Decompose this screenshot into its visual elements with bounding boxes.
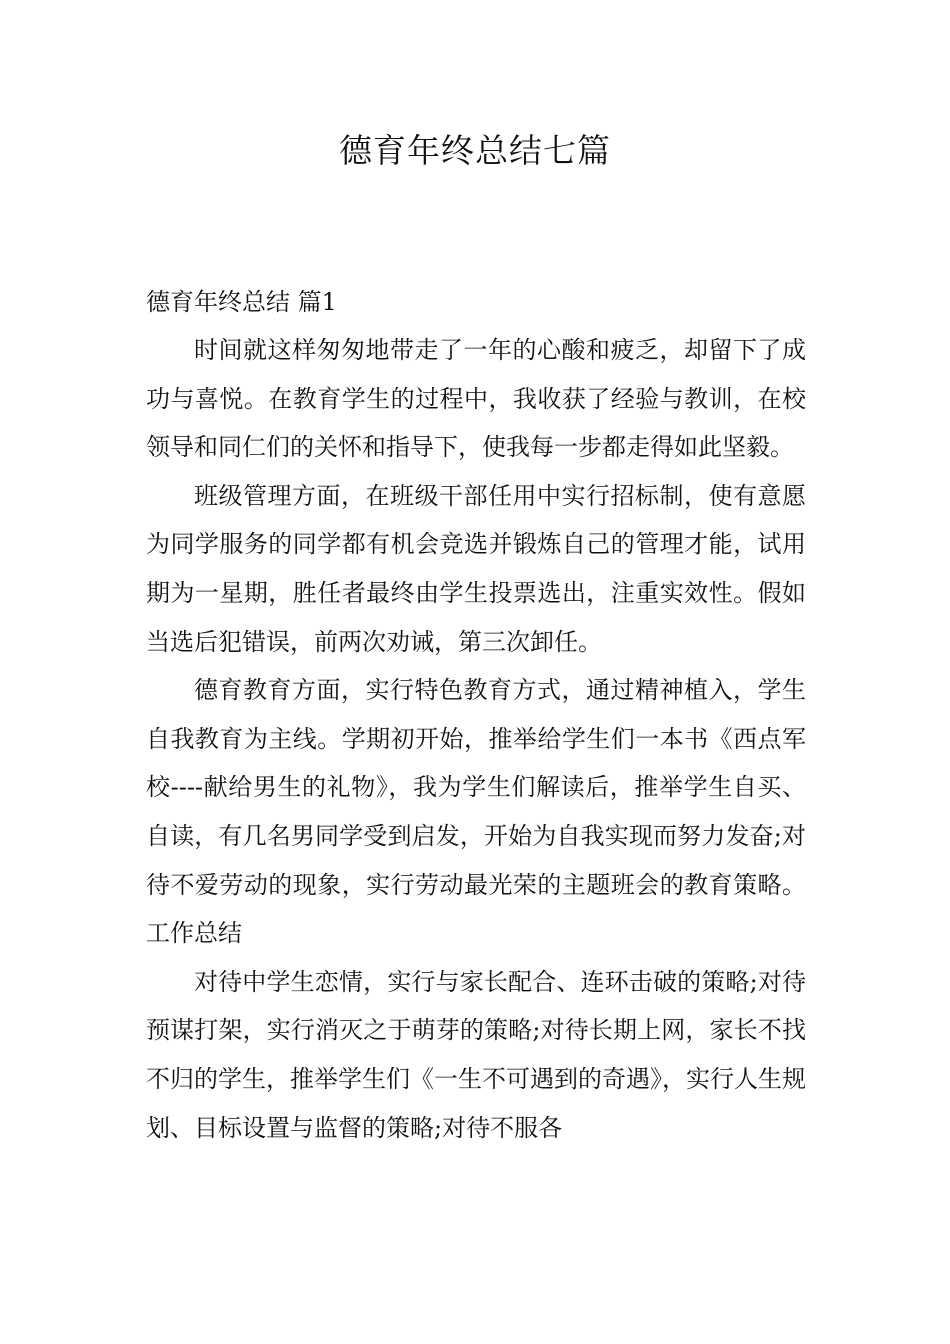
paragraph-3: 德育教育方面，实行特色教育方式，通过精神植入，学生自我教育为主线。学期初开始，推举给学生们一本书《西点军校----献给男生的礼物》，我为学生们解读后，推举学生自买、自读，有几名男同学受到启发，开始为自我实现而努力发奋;对待不爱劳动的现象，实行劳动最光荣的主题班会的教育策略。工作总结 (146, 676, 806, 948)
paragraph-2: 班级管理方面，在班级干部任用中实行招标制，使有意愿为同学服务的同学都有机会竞选并锻炼自己的管理才能，试用期为一星期，胜任者最终由学生投票选出，注重实效性。假如当选后犯错误，前两次劝诫，第三次卸任。 (146, 481, 806, 656)
section-heading: 德育年终总结 篇1 (146, 288, 337, 316)
paragraph-4: 对待中学生恋情，实行与家长配合、连环击破的策略;对待预谋打架，实行消灭之于萌芽的策略;对待长期上网，家长不找不归的学生，推举学生们《一生不可遇到的奇遇》，实行人生规划、目标设置与监督的策略;对待不服各 (146, 967, 806, 1142)
document-title: 德育年终总结七篇 (339, 131, 611, 170)
paragraph-1: 时间就这样匆匆地带走了一年的心酸和疲乏，却留下了成功与喜悦。在教育学生的过程中，我收获了经验与教训，在校领导和同仁们的关怀和指导下，使我每一步都走得如此坚毅。 (146, 336, 806, 462)
document-body (146, 278, 806, 1152)
